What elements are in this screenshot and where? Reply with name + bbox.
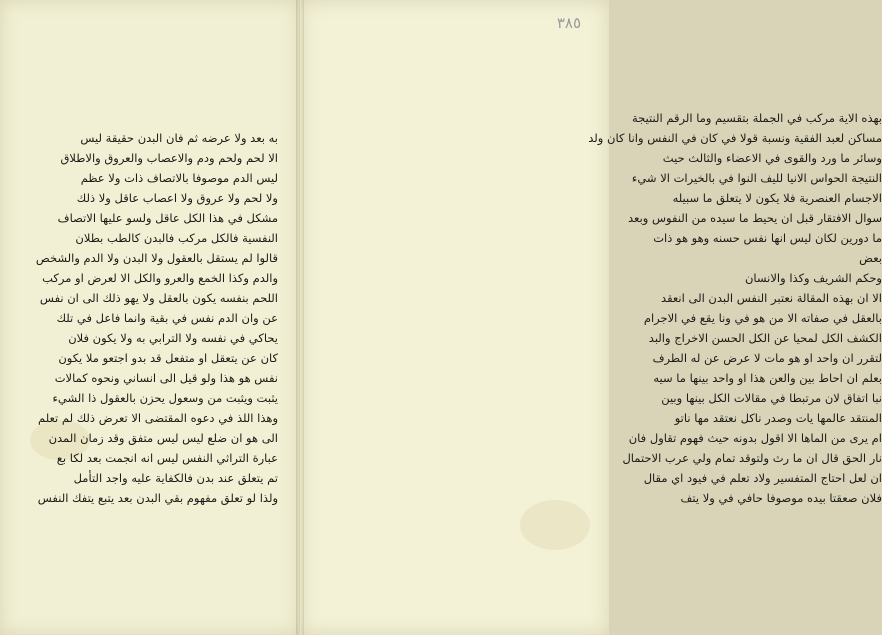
manuscript-line: سوال الافتقار قبل ان يحيط ما سيده من النفوس وبعد — [628, 211, 882, 225]
manuscript-line: النفسية فالكل مركب فالبدن كالطب بطلان — [75, 231, 278, 245]
manuscript-line: الا ان بهذه المقالة نعتبر النفس البدن الى انعقد — [661, 291, 882, 305]
manuscript-line: به بعد ولا عرضه ثم فان البدن حقيقة ليس — [80, 131, 278, 145]
manuscript-line: الكشف الكل لمحيا عن الكل الحسن الاخراج والبد — [648, 331, 882, 345]
manuscript-line: نبا اتفاق لان مرتبطا في مقالات الكل بينها وبين — [661, 391, 882, 405]
manuscript-line: ولا لحم ولا عروق ولا اعصاب عاقل ولا ذلك — [76, 191, 278, 205]
left-page — [0, 0, 300, 635]
manuscript-line: قالوا لم يستقل بالعقول ولا البدن ولا الدم والشخص — [35, 251, 278, 265]
manuscript-line: عبارة التراثي النفس ليس انه انجمت بعد لكا بع — [56, 451, 278, 465]
right-page — [300, 0, 882, 635]
manuscript-line: ما دورين لكان ليس انها نفس حسنه وهو هو ذات — [653, 231, 882, 245]
book-gutter — [296, 0, 304, 635]
manuscript-line: يحاكي في نفسه ولا الترابي به ولا يكون فلان — [68, 331, 278, 345]
manuscript-line: تم يتعلق عند بدن فالكفاية عليه واجد التأمل — [73, 471, 278, 485]
manuscript-line: والدم وكذا الخمع والعرو والكل الا لعرض او مركب — [42, 271, 278, 285]
manuscript-line: مساكن لعبد الفقية ونسبة قولا في كان في النفس وانا كان ولد — [588, 131, 882, 145]
manuscript-line: وحكم الشريف وكذا والانسان — [744, 271, 882, 285]
manuscript-line: بعض — [859, 251, 882, 265]
manuscript-line: الاجسام العنصرية فلا يكون لا يتعلق ما سبيله — [672, 191, 882, 205]
right-page-text — [588, 108, 882, 508]
manuscript-line: مشكل في هذا الكل عاقل ولسو عليها الاتصاف — [57, 211, 278, 225]
folio-number: ٣٨٥ — [556, 14, 581, 32]
manuscript-line: بهذه الاية مركب في الجملة بتقسيم وما الرقم النتيجة — [631, 111, 882, 125]
manuscript-line: نفس هو هذا ولو قيل الى انساني ونحوه كمالات — [54, 371, 278, 385]
manuscript-line: الا لحم ولحم ودم والاعصاب والعروق والاطلاق — [60, 151, 278, 165]
left-page-text — [35, 128, 278, 508]
manuscript-line: الى هو ان ضلع ليس ليس متفق وقد زمان المدن — [48, 431, 278, 445]
manuscript-line: ام يرى من الماها الا اقول بدونه حيث فهوم تقاول فان — [628, 431, 882, 445]
manuscript-line: ان لعل احتاج المتفسير ولاد تعلم في فيود اي مقال — [643, 471, 882, 485]
manuscript-line: وهذا اللذ في دعوه المقتضى الا تعرض ذلك لم تعلم — [38, 411, 278, 425]
manuscript-line: ولذا لو تعلق مفهوم بقي البدن بعد يتبع يتفك النفس — [37, 491, 278, 505]
manuscript-line: بعلم ان احاط بين والعن هذا او واحد بينها ما سيه — [653, 371, 882, 385]
manuscript-line: كان عن يتعقل او متفعل قد بدو اجتعو ملا يكون — [58, 351, 278, 365]
manuscript-line: بالعقل في صفاته الا من هو في ونا يقع في الاجرام — [643, 311, 882, 325]
manuscript-line: النتيجة الحواس الانيا لليف النوا في بالخيرات الا شيء — [631, 171, 882, 185]
manuscript-line: نار الحق قال ان ما رث ولتوقد تمام ولي عرب الاحتمال — [622, 451, 882, 465]
manuscript-line: يثبت ويثبت من وسعول يحزن بالعقول ذا الشيء — [52, 391, 278, 405]
manuscript-line: فلان صعقتا بيده موصوفا حافي في ولا يتف — [680, 491, 882, 505]
paper-stain — [520, 500, 590, 550]
manuscript-line: وسائر ما ورد والقوى في الاعضاء والثالث حيث — [662, 151, 882, 165]
manuscript-line: لتقرر ان واحد او هو مات لا عرض عن له الطرف — [652, 351, 882, 365]
manuscript-line: ليس الدم موصوفا بالاتصاف ذات ولا عظم — [80, 171, 278, 185]
manuscript-line: اللحم بنفسه يكون بالعقل ولا يهو ذلك الى ان نفس — [39, 291, 278, 305]
manuscript-line: المنتقد عالمها يات وصدر ناكل نعتقد مها ناتو — [674, 411, 882, 425]
manuscript-line: عن وان الدم نفس في بقية وانما فاعل في تلك — [56, 311, 278, 325]
